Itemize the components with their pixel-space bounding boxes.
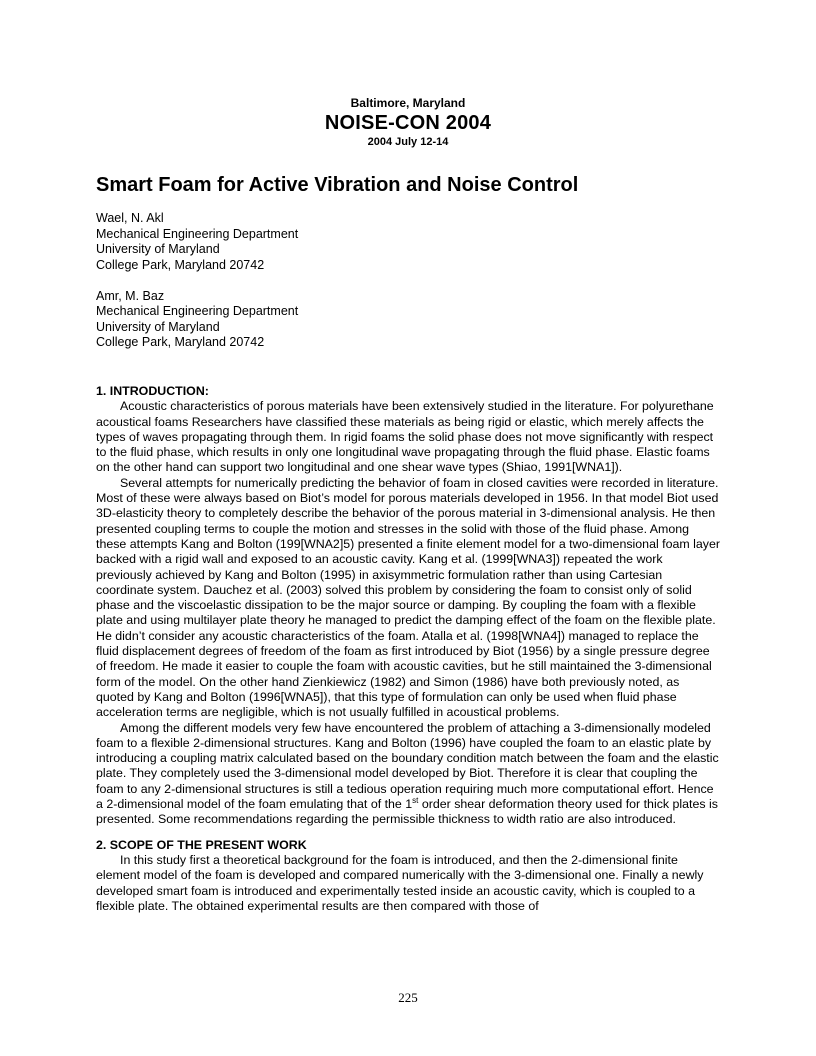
author-block <box>96 289 298 351</box>
page-number: 225 <box>398 990 418 1005</box>
author-university: University of Maryland <box>96 242 220 256</box>
paragraph: In this study first a theoretical background for the foam is introduced, and then the 2-dimensional finite element model of the foam is developed and compared numerically with the 3-dimensional one. Finally a newly developed smart foam is introduced and experimentally tested inside an acoustic cavity, which is coupled to a flexible plate. The obtained experimental results are then compared with those of <box>96 852 704 913</box>
paper-body <box>96 384 720 914</box>
paragraph-text: order shear deformation theory used for thick plates is presented. Some recommendations regarding the permissible thickness to width ratio are also introduced. <box>96 797 718 827</box>
author-university: University of Maryland <box>96 319 220 334</box>
author-name: Wael, N. Akl <box>96 211 164 225</box>
author-department: Mechanical Engineering Department <box>96 226 299 241</box>
paragraph <box>96 721 720 828</box>
paragraph-text: Among the different models very few have encountered the problem of attaching a 3-dimensionally modeled foam to a flexible 2-dimensional structures. Kang and Bolton (1996) have coupled the foam to an elastic plate by introducing a coupling matrix calculated based on the boundary condition match between the foam and the elastic plate. They completely used the 3-dimensional model developed by Biot. Therefore it is clear that coupling the foam to any 2-dimensional structures is still a tedious operation requiring much more computational effort. Hence a 2-dimensional model of the foam emulating that of the 1 <box>96 720 719 812</box>
paper-title: Smart Foam for Active Vibration and Noise Control <box>96 174 579 196</box>
section-heading-scope: 2. SCOPE OF THE PRESENT WORK <box>96 837 307 852</box>
paragraph: Acoustic characteristics of porous materials have been extensively studied in the literature. For polyurethane acoustical foams Researchers have classified these materials as being rigid or elastic, which merely affects the types of waves propagating through them. In rigid foams the solid phase does not move significantly with respect to the fluid phase, which results in only one longitudinal wave propagating through the fluid phase. Elastic foams on the other hand can support two longitudinal and one shear wave types (Shiao, 1991[WNA1]). <box>96 399 714 475</box>
conference-dates: 2004 July 12-14 <box>367 136 449 148</box>
conference-location: Baltimore, Maryland <box>350 96 466 110</box>
author-block <box>96 211 298 273</box>
section-heading-introduction: 1. INTRODUCTION: <box>96 384 209 398</box>
author-list <box>96 211 298 366</box>
author-name: Amr, M. Baz <box>96 288 165 303</box>
author-address: College Park, Maryland 20742 <box>96 257 265 272</box>
conference-name: NOISE-CON 2004 <box>324 112 492 134</box>
paragraph: Several attempts for numerically predicting the behavior of foam in closed cavities were recorded in literature. Most of these were always based on Biot’s model for porous materials developed in 1956. In that model Biot used 3D-elasticity theory to completely describe the behavior of the porous material in 3-dimensional analysis. He then presented coupling terms to couple the motion and stresses in the solid with those of the fluid phase. Among these attempts Kang and Bolton (199[WNA2]5) presented a finite element model for a two-dimensional foam layer backed with a rigid wall and exposed to an acoustic cavity. Kang et al. (1999[WNA3]) repeated the work previously achieved by Kang and Bolton (1995) in axisymmetric formulation rather than using Cartesian coordinate system. Dauchez et al. (2003) solved this problem by considering the foam to consist only of solid phase and the viscoelastic dissipation to be the major source or damping. By coupling the foam with a flexible plate and using multilayer plate theory he managed to predict the damping effect of the foam on the flexible plate. He didn’t consider any acoustic characteristics of the foam. Atalla et al. (1998[WNA4]) managed to replace the fluid displacement degrees of freedom of the foam as first introduced by Biot (1956) by a single pressure degree of freedom. He made it easier to couple the foam with acoustic cavities, but he still maintained the 3-dimensional form of the model. On the other hand Zienkiewicz (1982) and Simon (1986) have both previously noted, as quoted by Kang and Bolton (1996[WNA5]), that this type of formulation can only be used when fluid phase acceleration terms are negligible, which is not usually fulfilled in acoustical problems. <box>96 475 720 720</box>
superscript: st <box>412 795 419 805</box>
author-address: College Park, Maryland 20742 <box>96 335 265 349</box>
author-department: Mechanical Engineering Department <box>96 304 299 318</box>
